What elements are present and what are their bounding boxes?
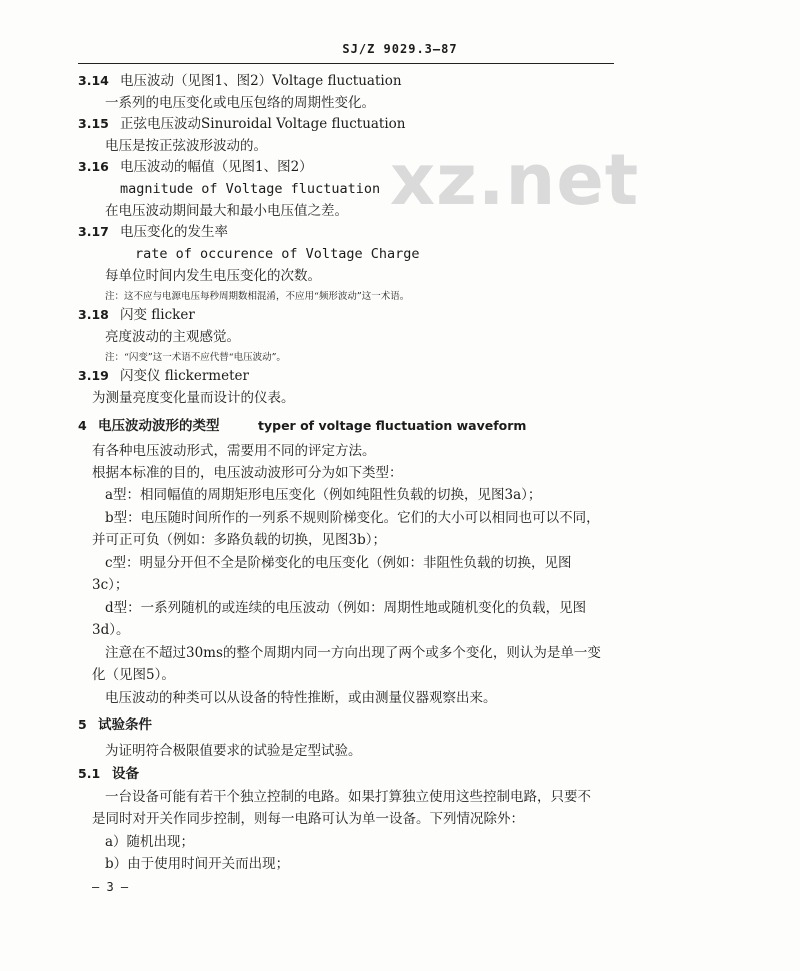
clause-title-english: rate of occurence of Voltage Charge [135, 246, 420, 262]
section-title-english: typer of voltage fluctuation waveform [258, 418, 527, 433]
clause-title: 闪变 flicker [120, 307, 195, 323]
clause-number: 3.17 [78, 224, 109, 239]
section-number: 4 [78, 418, 87, 433]
clause-definition: 每单位时间内发生电压变化的次数。 [105, 268, 321, 284]
clause-title: 电压波动的幅值（见图1、图2） [120, 159, 313, 175]
clause-title: 电压变化的发生率 [120, 224, 228, 240]
paragraph: 有各种电压波动形式，需要用不同的评定方法。 [92, 443, 376, 459]
clause-definition: 一系列的电压变化或电压包络的周期性变化。 [105, 95, 375, 111]
type-line: 3c）； [92, 577, 129, 593]
clause-note: 注：“闪变”这一术语不应代替“电压波动”。 [105, 352, 286, 363]
clause-title: 正弦电压波动Sinuroidal Voltage fluctuation [120, 116, 406, 132]
clause-title: 闪变仪 flickermeter [120, 368, 249, 384]
subsection-title: 设备 [112, 766, 139, 782]
clause-definition: 亮度波动的主观感觉。 [105, 329, 240, 345]
clause-number: 3.19 [78, 368, 109, 383]
type-line: 3d）。 [92, 622, 130, 638]
note-line: 注意在不超过30ms的整个周期内同一方向出现了两个或多个变化，则认为是单一变 [105, 645, 601, 661]
section-title: 电压波动波形的类型 [98, 418, 220, 434]
clause-note: 注：这不应与电源电压每秒周期数相混淆，不应用“频形波动”这一术语。 [105, 291, 410, 302]
type-line: a型：相同幅值的周期矩形电压变化（例如纯阻性负载的切换，见图3a）； [105, 487, 542, 503]
subsection-number: 5.1 [78, 766, 101, 781]
paragraph: 根据本标准的目的，电压波动波形可分为如下类型： [92, 465, 403, 481]
watermark: xz.net [390, 139, 640, 221]
type-line: 并可正可负（例如：多路负载的切换，见图3b）； [92, 532, 386, 548]
clause-number: 3.14 [78, 73, 109, 88]
note-line: 化（见图5）。 [92, 667, 175, 683]
clause-number: 3.18 [78, 307, 109, 322]
clause-definition: 在电压波动期间最大和最小电压值之差。 [105, 203, 348, 219]
paragraph: 为证明符合极限值要求的试验是定型试验。 [105, 743, 362, 759]
section-number: 5 [78, 717, 87, 732]
clause-title: 电压波动（见图1、图2）Voltage fluctuation [120, 73, 402, 89]
clause-number: 3.15 [78, 116, 109, 131]
type-line: b型：电压随时间所作的一列系不规则阶梯变化。它们的大小可以相同也可以不同， [105, 510, 600, 526]
paragraph: 电压波动的种类可以从设备的特性推断，或由测量仪器观察出来。 [105, 690, 497, 706]
page-number: — 3 — [92, 880, 129, 894]
paragraph-line: 是同时对开关作同步控制，则每一电路可认为单一设备。下列情况除外： [92, 811, 524, 827]
clause-definition: 为测量亮度变化量而设计的仪表。 [92, 390, 295, 406]
header-rule [78, 63, 614, 64]
document-code: SJ/Z 9029.3—87 [342, 42, 458, 56]
clause-definition: 电压是按正弦波形波动的。 [105, 138, 267, 154]
paragraph-line: 一台设备可能有若干个独立控制的电路。如果打算独立使用这些控制电路，只要不 [105, 789, 591, 805]
type-line: d型：一系列随机的或连续的电压波动（例如：周期性地或随机变化的负载，见图 [105, 600, 587, 616]
list-item: a）随机出现； [105, 834, 195, 850]
section-title: 试验条件 [98, 717, 152, 733]
type-line: c型：明显分开但不全是阶梯变化的电压变化（例如：非阻性负载的切换，见图 [105, 555, 572, 571]
clause-title-english: magnitude of Voltage fluctuation [120, 181, 381, 197]
clause-number: 3.16 [78, 159, 109, 174]
list-item: b）由于使用时间开关而出现； [105, 856, 290, 872]
